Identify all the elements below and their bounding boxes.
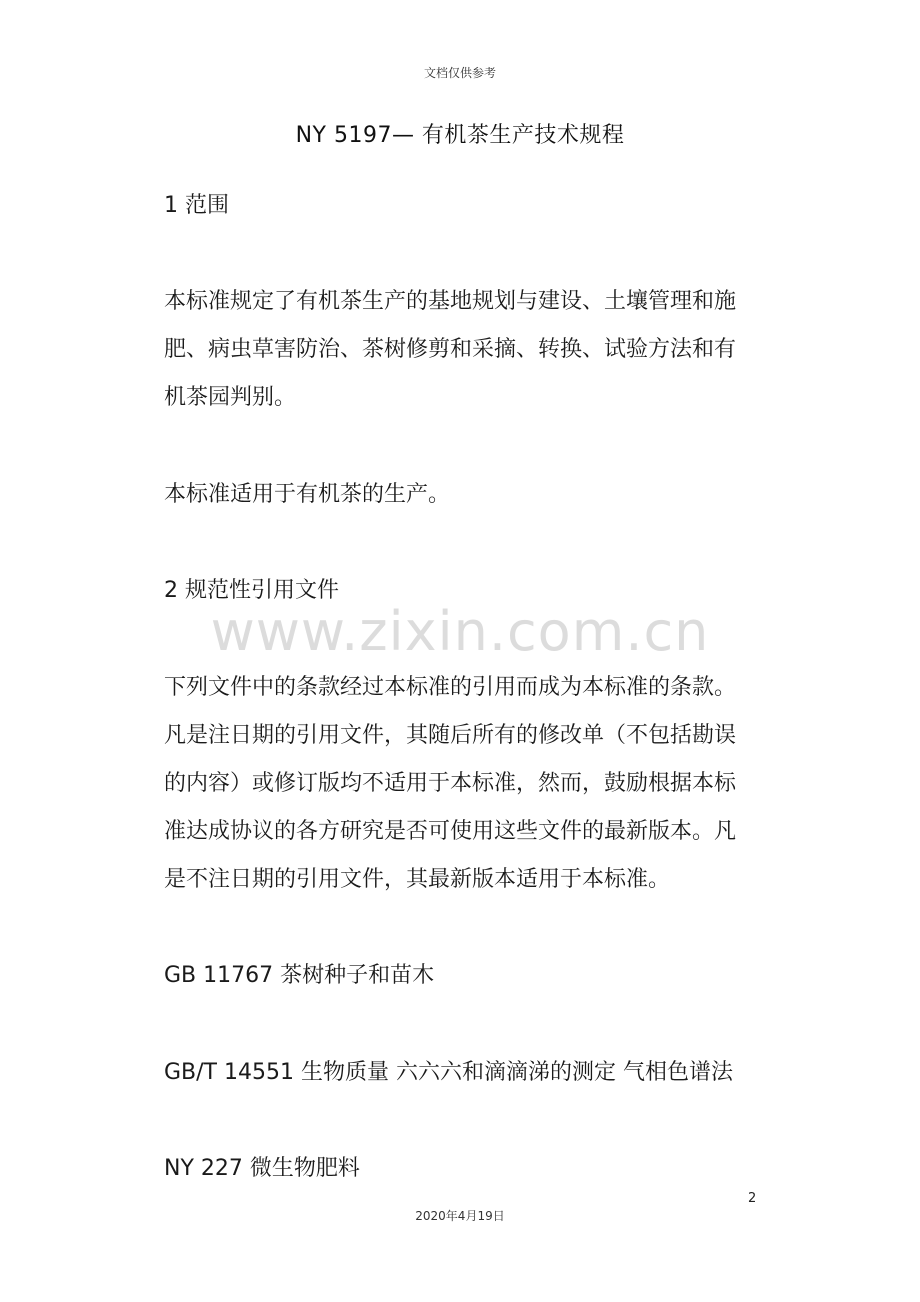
- reference-item: GB/T 14551 生物质量 六六六和滴滴涕的测定 气相色谱法: [164, 1060, 733, 1085]
- paragraph-scope: 本标准规定了有机茶生产的基地规划与建设、土壤管理和施肥、病虫草害防治、茶树修剪和采摘、转换、试验方法和有机茶园判别。: [164, 289, 737, 410]
- page-number: 2: [748, 1191, 757, 1206]
- footer-date: 2020年4月19日: [415, 1209, 505, 1223]
- document-title: NY 5197— 有机茶生产技术规程: [295, 123, 625, 148]
- section-1-heading: 1 范围: [164, 193, 229, 218]
- reference-item: GB 11767 茶树种子和苗木: [164, 963, 435, 988]
- paragraph-applicability: 本标准适用于有机茶的生产。: [164, 482, 451, 507]
- header-note: 文档仅供参考: [423, 66, 496, 80]
- section-2-heading: 2 规范性引用文件: [164, 578, 339, 603]
- reference-item: NY 227 微生物肥料: [164, 1156, 360, 1181]
- watermark: www.zixin.com.cn: [210, 600, 710, 663]
- paragraph-references: 下列文件中的条款经过本标准的引用而成为本标准的条款。凡是注日期的引用文件，其随后所有的修改单（不包括勘误的内容）或修订版均不适用于本标准，然而，鼓励根据本标准达成协议的各方研究是否可使用这些文件的最新版本。凡是不注日期的引用文件，其最新版本适用于本标准。: [164, 675, 737, 892]
